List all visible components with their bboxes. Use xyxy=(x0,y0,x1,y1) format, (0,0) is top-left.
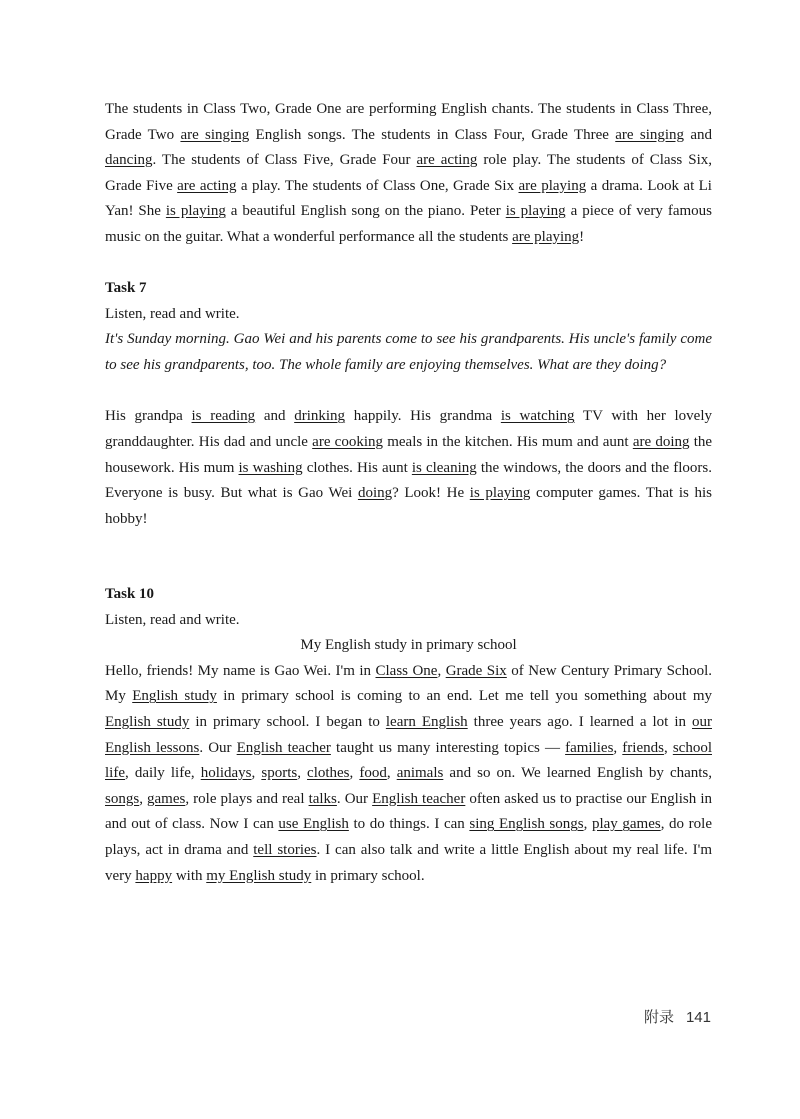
text-run: often asked us to practise our English in and out of class. Now I can xyxy=(105,790,712,833)
text-run: three years ago. I learned a lot in xyxy=(467,713,692,730)
text-run: role play. The students of Class Six, Grade Five xyxy=(105,152,712,194)
task-7-intro: It's Sunday morning. Gao Wei and his parents come to see his grandparents. His uncle's family come to see his grandparents, too. The whole family are enjoying themselves. What are they doing? xyxy=(105,331,712,373)
text-run: a play. The students of Class One, Grade Six xyxy=(236,177,519,194)
text-run: , xyxy=(386,765,397,782)
task-7-instruction: Listen, read and write. xyxy=(105,305,240,322)
answer-blank: families xyxy=(565,739,614,756)
text-run: a piece of very famous music on the guitar. What a wonderful performance all the students xyxy=(105,203,713,245)
text-run: to do things. I can xyxy=(348,816,470,833)
task-7-paragraph xyxy=(105,404,712,532)
essay-title: My English study in primary school xyxy=(300,637,517,654)
answer-blank: are cooking xyxy=(312,433,384,450)
text-run: ? Look! He xyxy=(392,485,470,502)
answer-blank: are acting xyxy=(416,152,478,169)
answer-blank: English teacher xyxy=(236,739,331,756)
answer-blank: are playing xyxy=(512,228,580,245)
answer-blank: are acting xyxy=(177,177,237,194)
text-run: , xyxy=(297,765,308,782)
text-run: a beautiful English song on the piano. Peter xyxy=(225,203,506,220)
text-run: ! xyxy=(579,228,585,245)
answer-blank: is washing xyxy=(238,459,303,476)
answer-blank: is playing xyxy=(165,203,226,220)
answer-blank: school life xyxy=(105,739,712,782)
text-run: happily. His grandma xyxy=(345,408,501,425)
text-run: The students in Class Two, Grade One are performing English chants. The students in Class Three, Grade Two xyxy=(105,101,712,143)
answer-blank: talks xyxy=(308,790,337,807)
answer-blank: English study xyxy=(105,713,190,730)
text-run: taught us many interesting topics — xyxy=(330,739,566,756)
task-10-instruction: Listen, read and write. xyxy=(105,611,240,628)
answer-blank: are singing xyxy=(180,126,250,143)
answer-blank: is reading xyxy=(191,408,256,425)
text-run: clothes. His aunt xyxy=(302,459,412,476)
text-run: , do role plays, act in drama and xyxy=(105,816,712,858)
text-run: , xyxy=(437,662,446,679)
answer-blank: happy xyxy=(135,867,173,884)
task-7-heading: Task 7 xyxy=(105,280,147,296)
text-run: . I can also talk and write a little English about my real life. I'm very xyxy=(105,841,712,884)
text-run: meals in the kitchen. His mum and aunt xyxy=(383,433,633,450)
answer-blank: sports xyxy=(261,765,298,782)
text-run: the windows, the doors and the floors. Everyone is busy. But what is Gao Wei xyxy=(105,459,712,502)
passage-1-paragraph xyxy=(105,97,712,251)
text-run: , role plays and real xyxy=(185,790,309,807)
answer-blank: are doing xyxy=(632,433,690,450)
answer-blank: games xyxy=(147,790,186,807)
answer-blank: dancing xyxy=(105,152,153,169)
answer-blank: sing English songs xyxy=(469,816,584,833)
text-run: computer games. That is his hobby! xyxy=(105,485,712,527)
text-run: English songs. The students in Class Four, Grade Three xyxy=(249,126,616,143)
text-run: in primary school. xyxy=(311,867,425,884)
text-run: . Our xyxy=(336,790,373,807)
answer-blank: play games xyxy=(591,816,661,833)
text-run: , xyxy=(583,816,592,833)
text-run: and xyxy=(684,126,713,143)
text-run: , daily life, xyxy=(125,765,201,782)
answer-blank: is watching xyxy=(500,408,575,425)
answer-blank: food xyxy=(359,765,387,782)
answer-blank: our English lessons xyxy=(105,713,712,756)
answer-blank: holidays xyxy=(200,765,252,782)
answer-blank: songs xyxy=(105,790,140,807)
answer-blank: my English study xyxy=(206,867,312,884)
text-run: with xyxy=(172,867,207,884)
text-run: , xyxy=(349,765,360,782)
task-10-section xyxy=(105,582,712,889)
text-run: , xyxy=(613,739,623,756)
answer-blank: English teacher xyxy=(372,790,466,807)
answer-blank: drinking xyxy=(294,408,346,425)
page-number: 141 xyxy=(685,1009,711,1026)
task-10-heading: Task 10 xyxy=(105,586,155,602)
answer-blank: Class One xyxy=(375,662,438,679)
text-run: , xyxy=(663,739,673,756)
answer-blank: is cleaning xyxy=(411,459,477,476)
answer-blank: Grade Six xyxy=(445,662,507,679)
answer-blank: animals xyxy=(396,765,444,782)
passage-1 xyxy=(105,97,712,251)
answer-blank: use English xyxy=(278,816,349,833)
text-run: , xyxy=(251,765,262,782)
text-run: His grandpa xyxy=(105,408,192,425)
answer-blank: friends xyxy=(622,739,664,756)
answer-blank: tell stories xyxy=(253,841,317,858)
text-run: in primary school is coming to an end. Let me tell you something about my xyxy=(216,688,713,705)
text-run: . The students of Class Five, Grade Four xyxy=(152,152,417,169)
answer-blank: is playing xyxy=(469,485,531,502)
text-run: in primary school. I began to xyxy=(189,713,386,730)
answer-blank: English study xyxy=(132,688,217,705)
page-footer xyxy=(644,1006,711,1027)
answer-blank: doing xyxy=(357,485,393,502)
task-10-paragraph xyxy=(105,659,712,889)
text-run: a drama. Look at Li Yan! She xyxy=(105,177,712,220)
appendix-label: 附录 xyxy=(643,1009,674,1026)
text-run: the housework. His mum xyxy=(105,433,713,476)
text-run: , xyxy=(139,790,148,807)
answer-blank: are playing xyxy=(518,177,587,194)
answer-blank: learn English xyxy=(385,713,468,730)
text-run: Hello, friends! My name is Gao Wei. I'm in xyxy=(105,662,376,679)
text-run: and xyxy=(255,408,295,425)
answer-blank: clothes xyxy=(307,765,350,782)
answer-blank: are singing xyxy=(615,126,685,143)
text-run: TV with her lovely granddaughter. His dad and uncle xyxy=(105,408,712,450)
answer-blank: is playing xyxy=(505,203,566,220)
text-run: of New Century Primary School. My xyxy=(105,662,713,705)
text-run: . Our xyxy=(199,739,237,756)
task-7-section xyxy=(105,276,712,532)
text-run: and so on. We learned English by chants, xyxy=(443,765,713,782)
